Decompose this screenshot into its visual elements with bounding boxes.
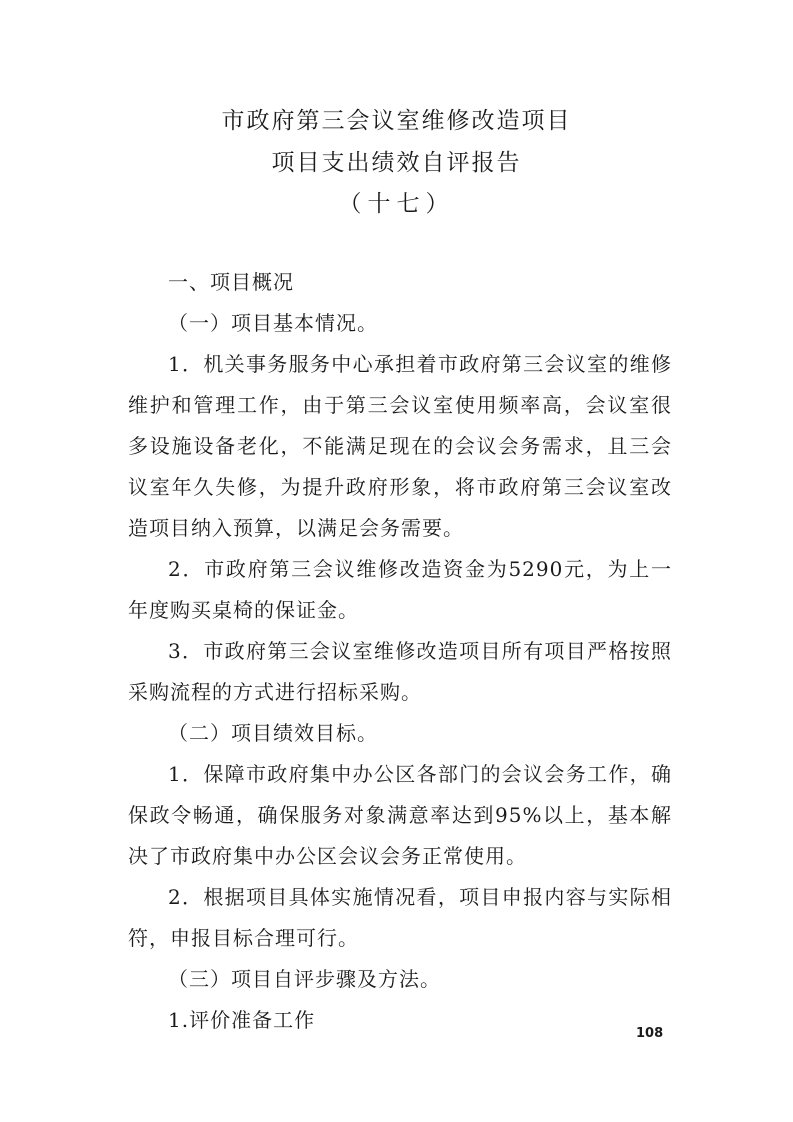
paragraph-goal-2: 2．根据项目具体实施情况看，项目申报内容与实际相符，申报目标合理可行。	[128, 885, 672, 950]
paragraph-basic-info-3: 3．市政府第三会议室维修改造项目所有项目严格按照采购流程的方式进行招标采购。	[128, 639, 672, 704]
page-number: 108	[636, 1026, 664, 1041]
paragraph-goal-1: 1．保障市政府集中办公区各部门的会议会务工作，确保政令畅通，确保服务对象满意率达到95%以上，基本解决了市政府集中办公区会议会务正常使用。	[128, 762, 672, 868]
document-title-line-1: 市政府第三会议室维修改造项目	[221, 108, 572, 134]
subsection-heading-performance-goals: （二）项目绩效目标。	[168, 721, 378, 745]
paragraph-evaluation-prep: 1.评价准备工作	[168, 1008, 316, 1032]
subsection-heading-self-evaluation: （三）项目自评步骤及方法。	[168, 967, 441, 991]
document-title-line-3: （十七）	[338, 191, 455, 217]
document-title-line-2: 项目支出绩效自评报告	[271, 150, 522, 176]
subsection-heading-basic-info: （一）项目基本情况。	[168, 311, 378, 335]
document-body	[128, 262, 672, 1041]
paragraph-basic-info-2: 2．市政府第三会议维修改造资金为5290元，为上一年度购买桌椅的保证金。	[128, 557, 672, 622]
paragraph-basic-info-1: 1．机关事务服务中心承担着市政府第三会议室的维修维护和管理工作，由于第三会议室使用频率高，会议室很多设施设备老化，不能满足现在的会议会务需求，且三会议室年久失修，为提升政府形象，将市政府第三会议室改造项目纳入预算，以满足会务需要。	[128, 352, 672, 540]
section-heading-overview: 一、项目概况	[168, 270, 294, 294]
